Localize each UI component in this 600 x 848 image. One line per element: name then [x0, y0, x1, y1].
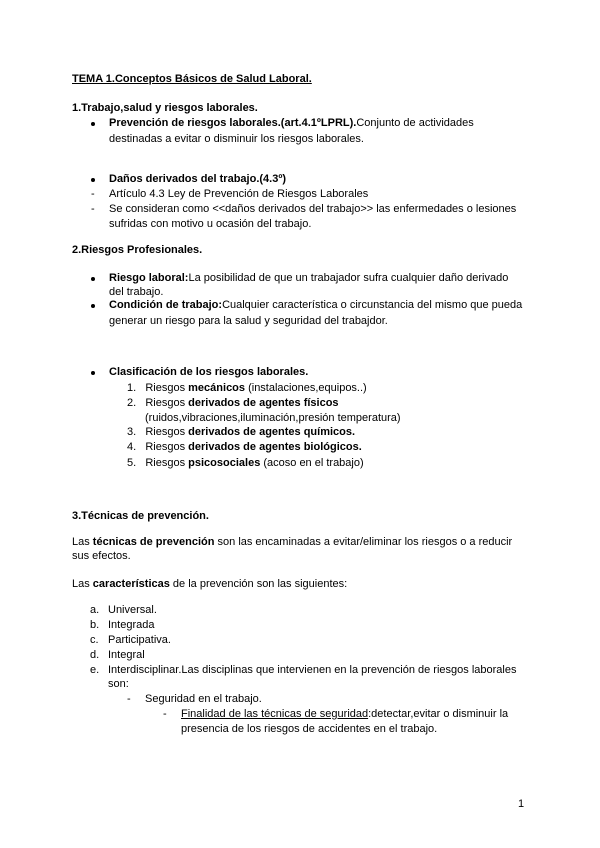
numbered-item: 5. Riesgos psicosociales (acoso en el trabajo) — [127, 457, 364, 469]
dash-icon: - — [91, 203, 95, 215]
bullet-icon — [91, 371, 95, 375]
paragraph: Las técnicas de prevención son las encaminadas a evitar/eliminar los riesgos o a reducir — [72, 536, 513, 548]
lettered-item: a. — [90, 604, 100, 616]
term-riesgo: Riesgo laboral: — [109, 272, 189, 284]
term-prevencion: Prevención de riesgos laborales.(art.4.1ºLPRL). — [109, 117, 357, 129]
lettered-item: c. — [90, 634, 99, 646]
dash-icon: - — [163, 708, 167, 720]
dash-icon: - — [91, 188, 95, 200]
term-clasificacion: Clasificación de los riesgos laborales. — [109, 366, 309, 378]
definition-condicion: Cualquier característica o circunstancia del mismo que pueda — [222, 299, 523, 311]
list-item — [109, 116, 474, 130]
definition-prevencion: Conjunto de actividades — [356, 117, 474, 129]
numbered-item: 3. Riesgos derivados de agentes químicos. — [127, 426, 356, 438]
paragraph: Las características de la prevención son las siguientes: — [72, 578, 348, 590]
lettered-item: d. — [90, 649, 100, 661]
lettered-item-text: Participativa. — [108, 634, 171, 646]
list-item: Artículo 4.3 Ley de Prevención de Riesgos Laborales — [109, 188, 369, 200]
definition-prevencion-cont: destinadas a evitar o disminuir los riesgos laborales. — [109, 133, 364, 145]
section-3-heading: 3.Técnicas de prevención. — [72, 510, 209, 522]
bullet-icon — [91, 304, 95, 308]
lettered-item-text: Integrada — [108, 619, 155, 631]
list-item: Se consideran como <<daños derivados del trabajo>> las enfermedades o lesiones — [109, 203, 517, 215]
list-item — [109, 298, 522, 312]
sub-sub-item-cont: presencia de los riesgos de accidentes en el trabajo. — [181, 723, 438, 735]
lettered-item: e. — [90, 664, 100, 676]
section-2-heading: 2.Riesgos Profesionales. — [72, 244, 203, 256]
numbered-item: 1. Riesgos mecánicos (instalaciones,equipos..) — [127, 382, 367, 394]
numbered-item: 4. Riesgos derivados de agentes biológicos. — [127, 441, 362, 453]
list-item-cont: sufridas con motivo u ocasión del trabajo. — [109, 218, 312, 230]
term-danos: Daños derivados del trabajo.(4.3º) — [109, 173, 287, 185]
definition-riesgo: La posibilidad de que un trabajador sufra cualquier daño derivado — [188, 272, 509, 284]
lettered-item: b. — [90, 619, 100, 631]
bullet-icon — [91, 122, 95, 126]
term-condicion: Condición de trabajo: — [109, 299, 223, 311]
page-number: 1 — [518, 798, 525, 810]
lettered-item-text: Integral — [108, 649, 145, 661]
bullet-icon — [91, 277, 95, 281]
sub-sub-item: Finalidad de las técnicas de seguridad:detectar,evitar o disminuir la — [181, 708, 509, 720]
lettered-item-cont: son: — [108, 678, 129, 690]
list-item — [109, 271, 508, 285]
section-1-heading: 1.Trabajo,salud y riesgos laborales. — [72, 102, 258, 114]
definition-riesgo-cont: del trabajo. — [109, 286, 164, 298]
bullet-icon — [91, 178, 95, 182]
dash-icon: - — [127, 693, 131, 705]
page-title: TEMA 1.Conceptos Básicos de Salud Laboral. — [72, 73, 312, 85]
numbered-item: 2. Riesgos derivados de agentes físicos — [127, 397, 339, 409]
paragraph-cont: sus efectos. — [72, 550, 131, 562]
lettered-item-text: Universal. — [108, 604, 157, 616]
numbered-item-cont: (ruidos,vibraciones,iluminación,presión temperatura) — [145, 412, 401, 424]
definition-condicion-cont: generar un riesgo para la salud y seguridad del trabajdor. — [109, 315, 388, 327]
lettered-item-text: Interdisciplinar.Las disciplinas que intervienen en la prevención de riesgos laborales — [108, 664, 517, 676]
sub-item: Seguridad en el trabajo. — [145, 693, 262, 705]
